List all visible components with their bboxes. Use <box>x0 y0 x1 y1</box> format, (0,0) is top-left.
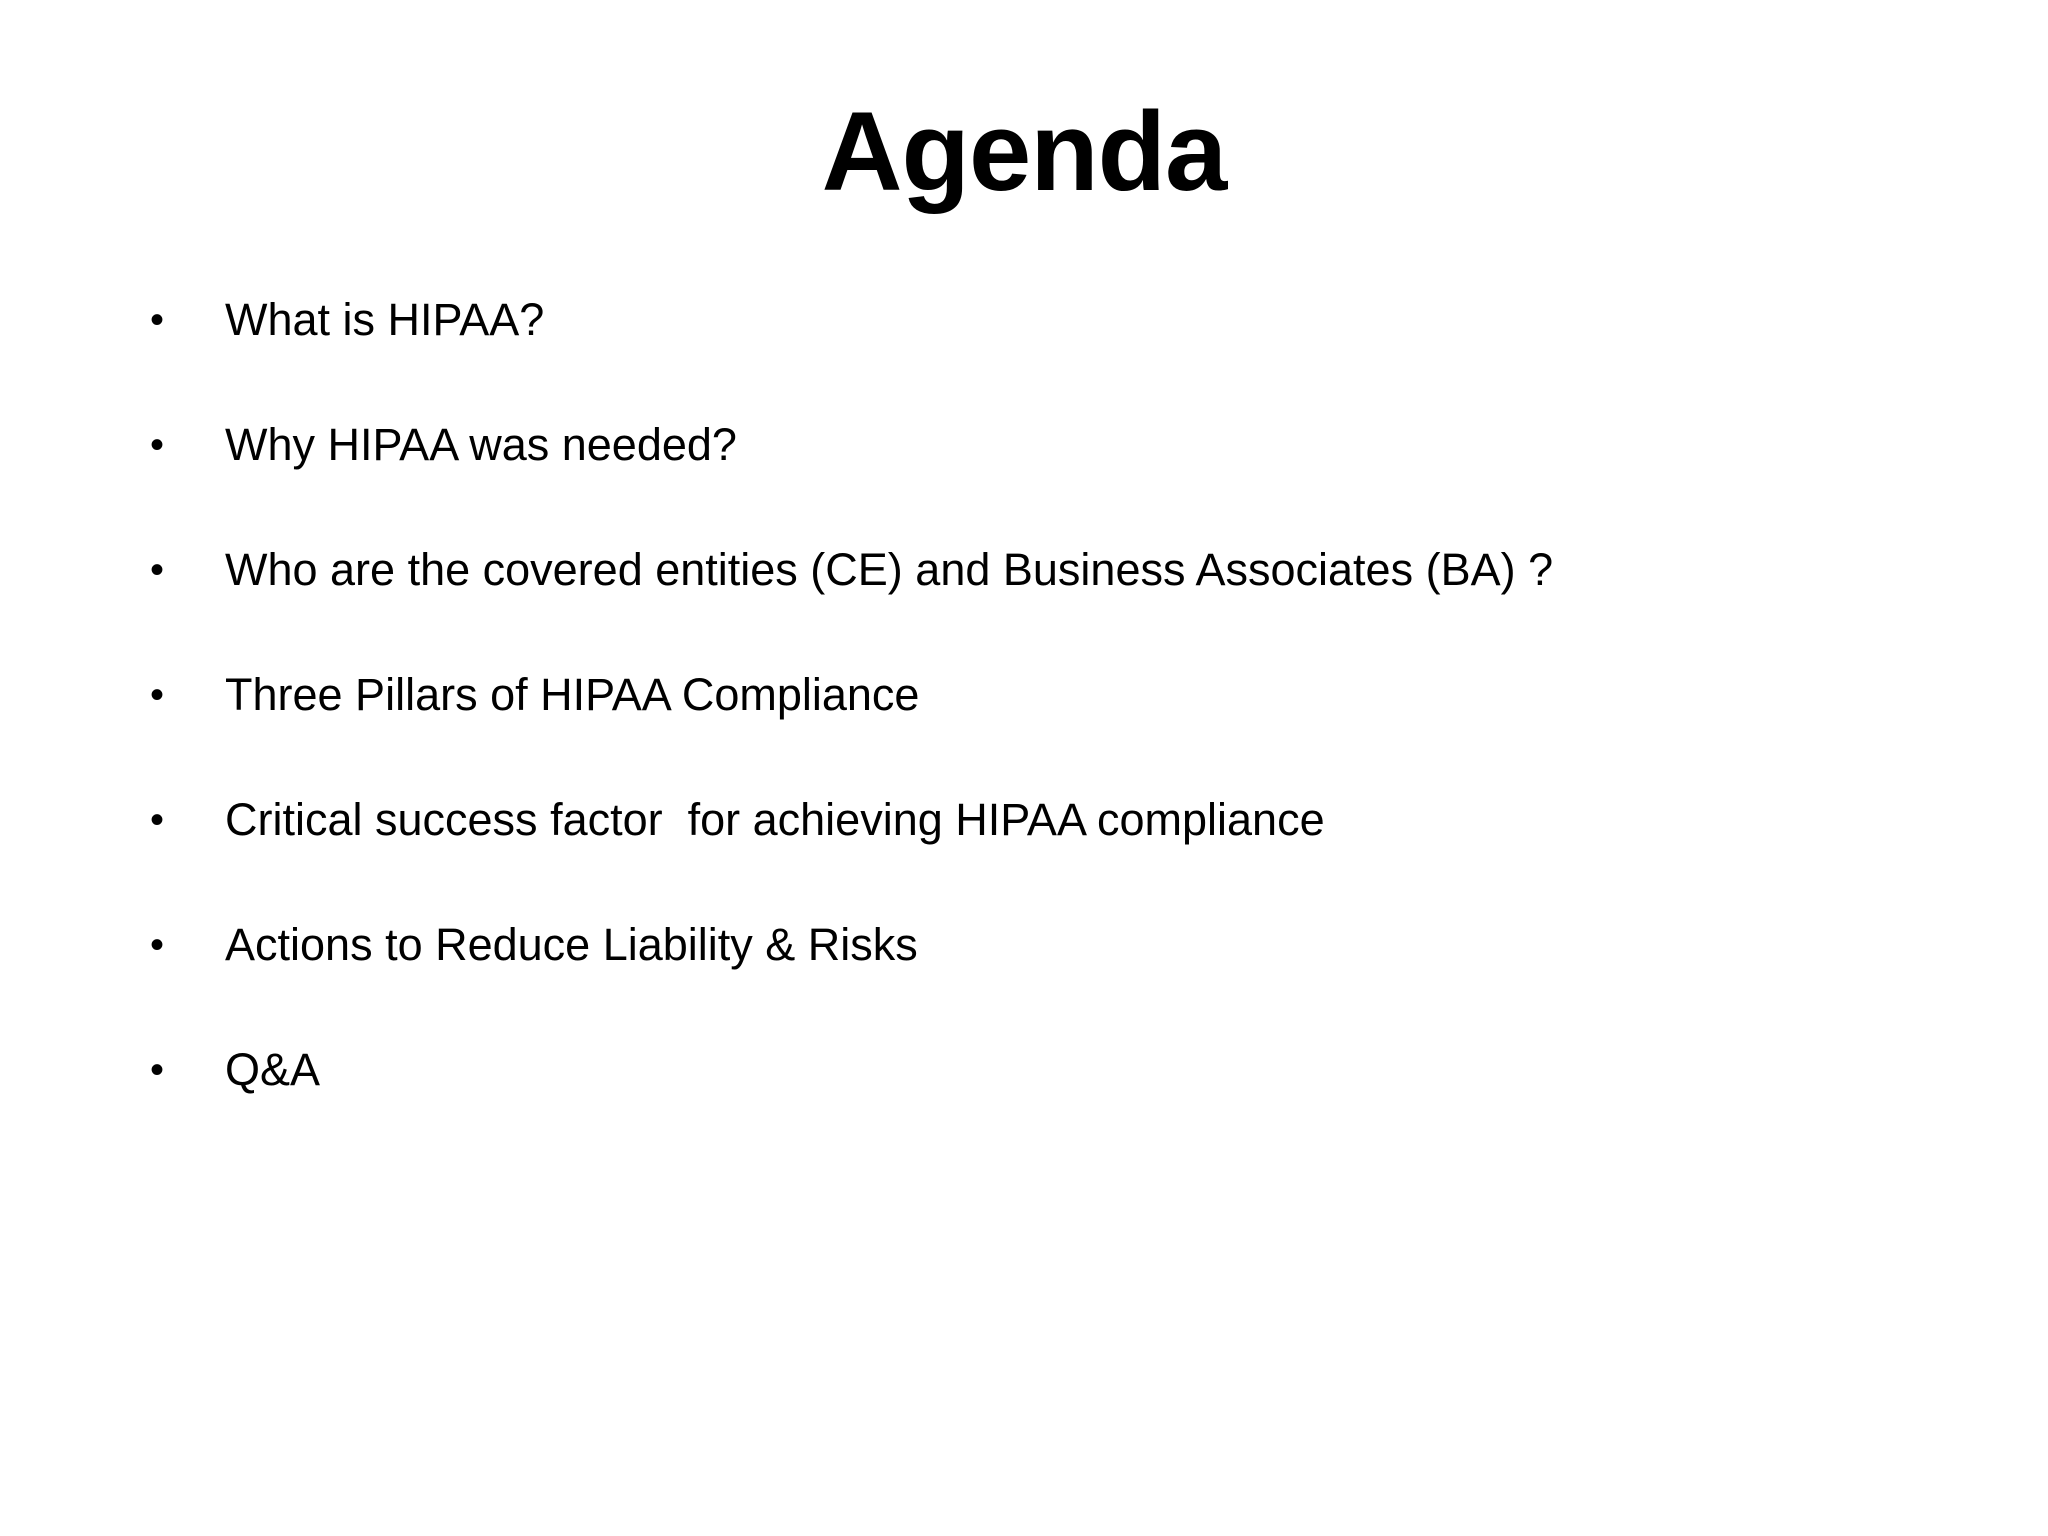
agenda-item <box>150 540 1554 665</box>
agenda-item-text: Actions to Reduce Liability & Risks <box>225 919 918 970</box>
agenda-item-text: Q&A <box>225 1044 321 1095</box>
agenda-list <box>150 290 1554 1165</box>
bullet-icon: • <box>150 548 165 592</box>
slide-title: Agenda <box>821 89 1227 214</box>
bullet-icon: • <box>150 798 165 842</box>
agenda-item <box>150 415 737 540</box>
agenda-item <box>150 665 920 790</box>
agenda-item <box>150 790 1325 915</box>
bullet-icon: • <box>150 673 165 717</box>
agenda-item-text: Critical success factor for achieving HIPAA compliance <box>225 794 1325 845</box>
agenda-item-text: What is HIPAA? <box>225 294 545 345</box>
agenda-item <box>150 290 545 415</box>
agenda-item-text: Three Pillars of HIPAA Compliance <box>225 669 920 720</box>
bullet-icon: • <box>150 923 165 967</box>
agenda-item <box>150 1040 321 1165</box>
bullet-icon: • <box>150 423 165 467</box>
agenda-item <box>150 915 918 1040</box>
bullet-icon: • <box>150 1048 165 1092</box>
agenda-item-text: Who are the covered entities (CE) and Business Associates (BA) ? <box>225 544 1554 595</box>
bullet-icon: • <box>150 298 165 342</box>
agenda-item-text: Why HIPAA was needed? <box>225 419 737 470</box>
